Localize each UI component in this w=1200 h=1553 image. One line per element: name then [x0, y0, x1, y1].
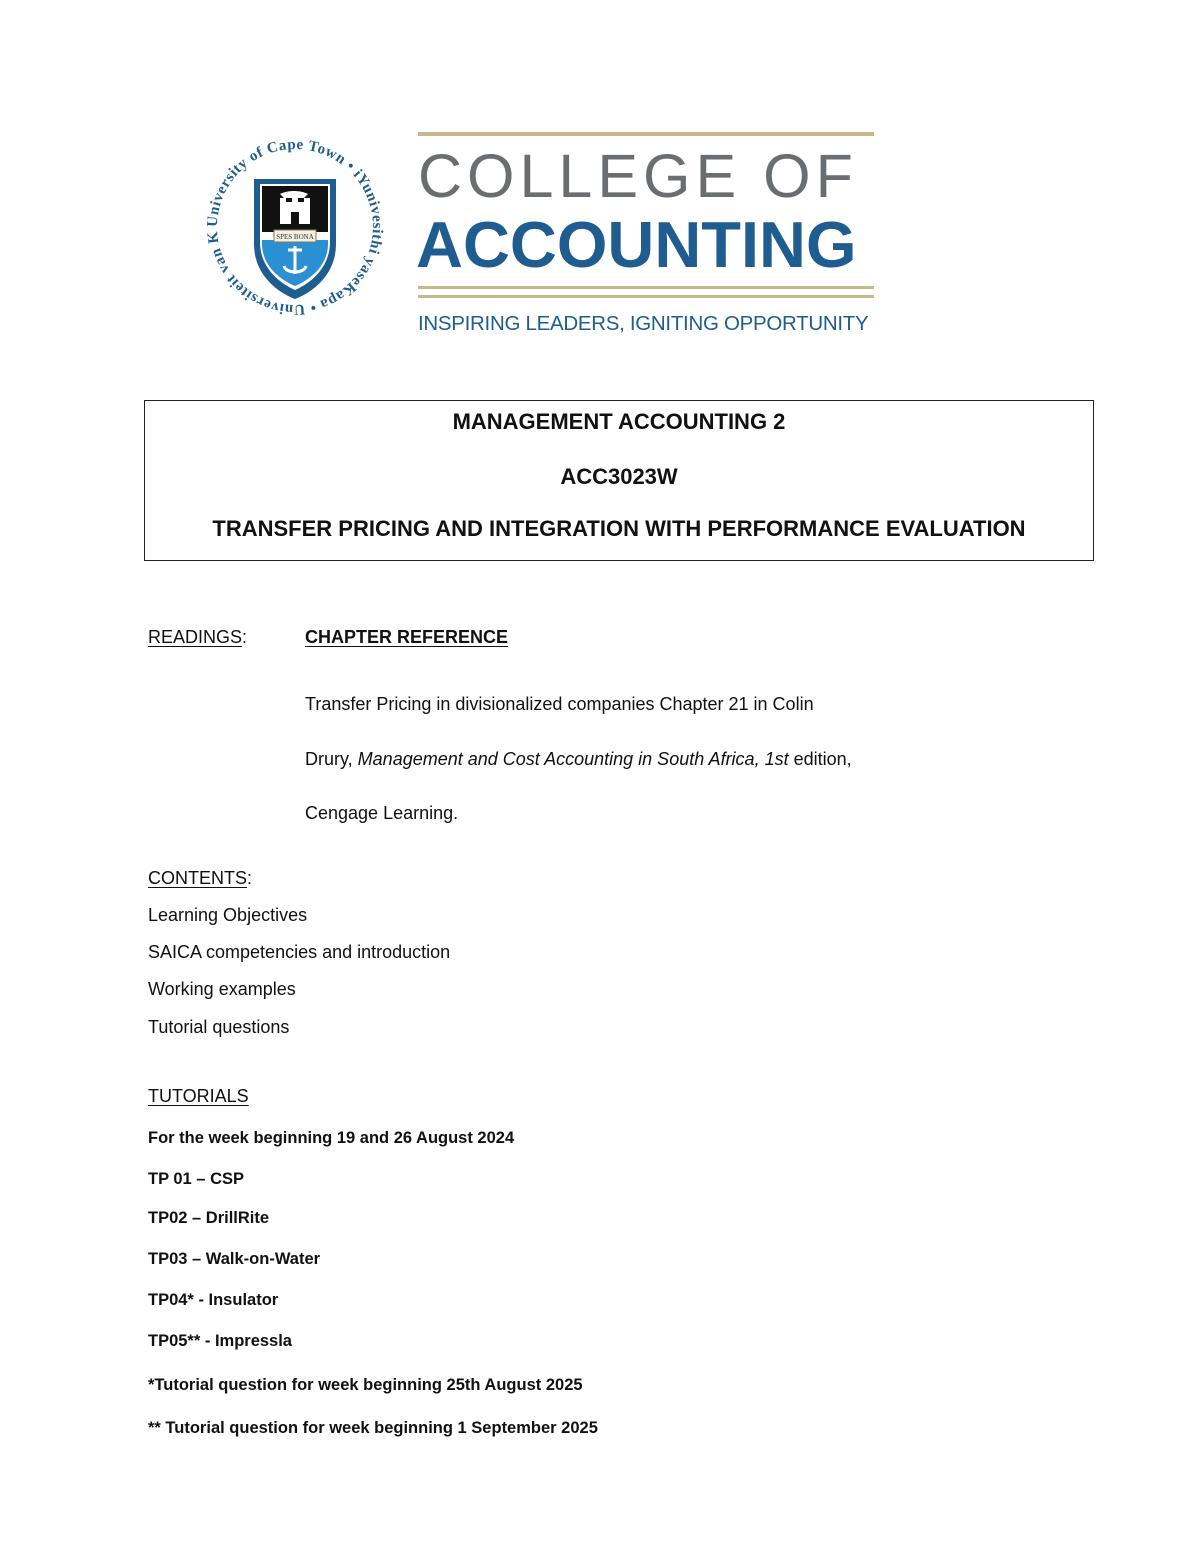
reading-book-title: Management and Cost Accounting in South Africa, 1st [357, 749, 789, 769]
reading-line-2-post: edition, [788, 749, 852, 769]
reading-line-2 [305, 750, 852, 768]
tutorial-item: TP04* - Insulator [148, 1291, 279, 1309]
contents-label: CONTENTS [148, 868, 247, 888]
logo-rule-mid-2 [418, 295, 874, 298]
topic-title: TRANSFER PRICING AND INTEGRATION WITH PERFORMANCE EVALUATION [212, 516, 1026, 541]
contents-label-row [148, 869, 252, 887]
uct-seal [200, 132, 390, 322]
contents-colon: : [247, 868, 253, 888]
svg-text:SPES BONA: SPES BONA [276, 233, 314, 241]
contents-item: SAICA competencies and introduction [148, 942, 451, 962]
tutorial-note-2: ** Tutorial question for week beginning 1 September 2025 [148, 1419, 598, 1437]
logo-accounting: ACCOUNTING [416, 208, 857, 281]
logo-college-of: COLLEGE OF [418, 142, 858, 210]
tutorial-item: TP03 – Walk-on-Water [148, 1250, 321, 1268]
contents-item: Tutorial questions [148, 1017, 290, 1037]
logo-rule-top [418, 132, 874, 136]
course-code: ACC3023W [560, 464, 678, 489]
tutorial-item: TP 01 – CSP [148, 1170, 244, 1188]
readings-label-row [148, 628, 247, 646]
course-title: MANAGEMENT ACCOUNTING 2 [452, 409, 786, 434]
uct-crest-icon [200, 132, 390, 322]
svg-text:University of Cape Town • iYun: University of Cape Town • iYunivesithi yaseKapa • Universiteit van K [204, 136, 386, 318]
tutorial-note-1: *Tutorial question for week beginning 25th August 2025 [148, 1376, 583, 1394]
contents-item: Learning Objectives [148, 905, 308, 925]
tutorials-label: TUTORIALS [148, 1086, 249, 1106]
reading-line-3: Cengage Learning. [305, 803, 459, 823]
readings-colon: : [242, 627, 248, 647]
reading-line-2-pre: Drury, [305, 749, 358, 769]
contents-item: Working examples [148, 979, 296, 999]
tutorial-item: TP05** - Impressla [148, 1332, 292, 1350]
reading-line-1: Transfer Pricing in divisionalized companies Chapter 21 in Colin [305, 694, 814, 714]
logo-rule-mid-1 [418, 286, 874, 289]
title-box [144, 400, 1094, 561]
chapter-reference-heading: CHAPTER REFERENCE [305, 627, 509, 647]
tutorial-item: TP02 – DrillRite [148, 1209, 270, 1227]
tutorials-week: For the week beginning 19 and 26 August 2024 [148, 1129, 515, 1147]
logo-tagline: INSPIRING LEADERS, IGNITING OPPORTUNITY [418, 312, 869, 335]
readings-label: READINGS [148, 627, 243, 647]
